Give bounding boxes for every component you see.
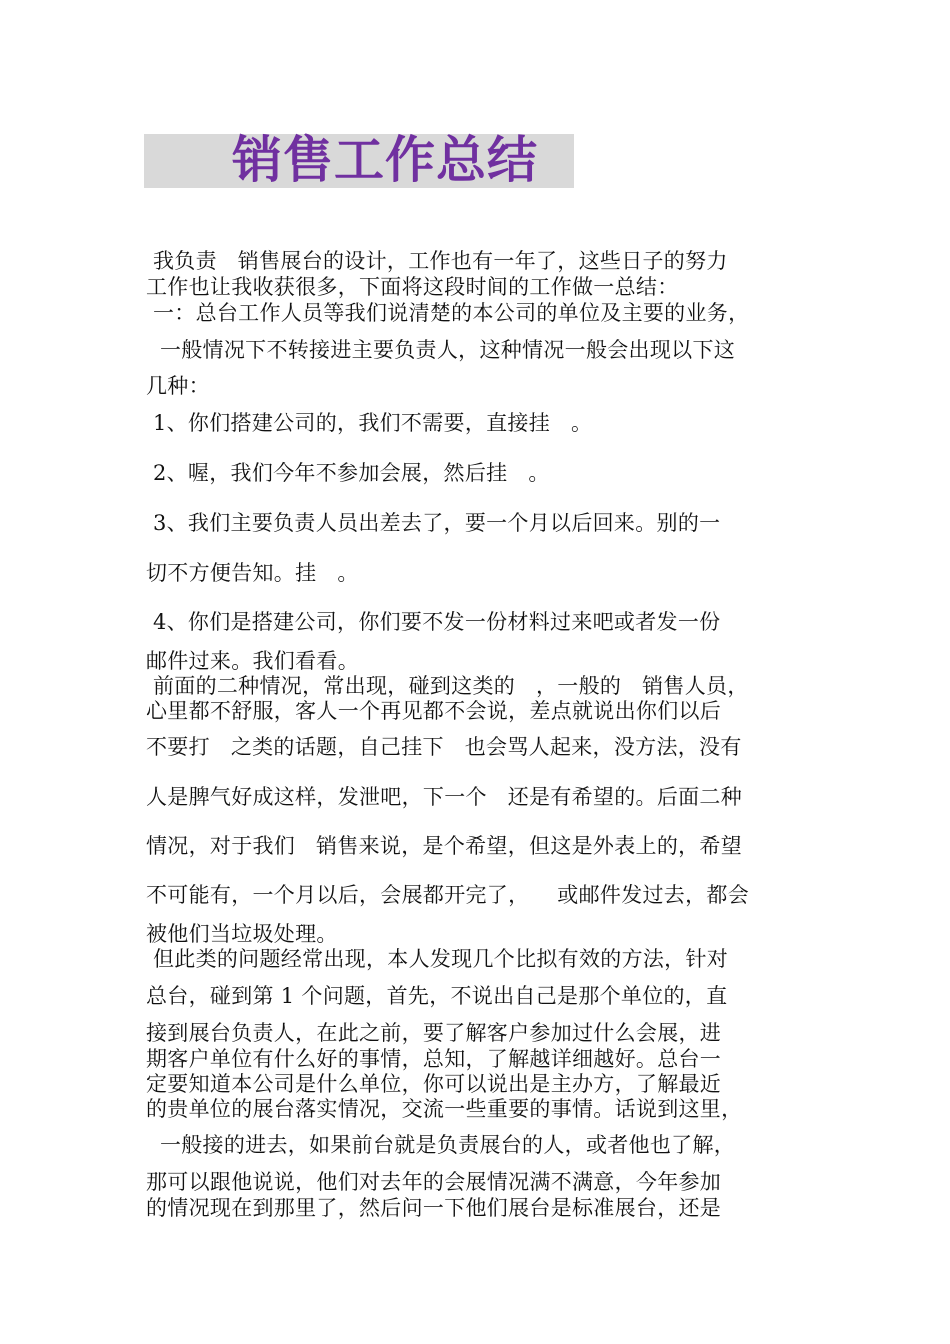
text-line: 工作也让我收获很多，下面将这段时间的工作做一总结： (146, 275, 679, 299)
text-line: 1、你们搭建公司的，我们不需要，直接挂 。 (146, 411, 593, 435)
text-line: 但此类的问题经常出现，本人发现几个比拟有效的方法，针对 (146, 947, 729, 971)
text-line: 几种： (146, 374, 210, 398)
text-line: 4、你们是搭建公司，你们要不发一份材料过来吧或者发一份 (146, 610, 721, 634)
text-line: 不要打 之类的话题，自己挂下 也会骂人起来，没方法，没有 (146, 735, 742, 759)
text-line: 邮件过来。我们看看。 (146, 649, 359, 673)
page-title: 销售工作总结 (232, 131, 538, 189)
text-line: 被他们当垃圾处理。 (146, 922, 338, 946)
text-line: 定要知道本公司是什么单位，你可以说出是主办方，了解最近 (146, 1072, 722, 1096)
text-line: 情况，对于我们 销售来说，是个希望，但这是外表上的，希望 (146, 834, 743, 858)
text-line: 那可以跟他说说，他们对去年的会展情况满不满意，今年参加 (146, 1170, 722, 1194)
text-line: 人是脾气好成这样，发泄吧，下一个 还是有希望的。后面二种 (146, 785, 743, 809)
text-line: 我负责 销售展台的设计，工作也有一年了，这些日子的努力 (146, 249, 728, 273)
text-line: 一般情况下不转接进主要负责人，这种情况一般会出现以下这 (146, 338, 736, 362)
text-line: 切不方便告知。挂 。 (146, 561, 359, 585)
text-line: 2、喔，我们今年不参加会展，然后挂 。 (146, 461, 550, 485)
text-line: 期客户单位有什么好的事情，总知，了解越详细越好。总台一 (146, 1047, 722, 1071)
text-line: 心里都不舒服，客人一个再见都不会说，差点就说出你们以后 (146, 699, 722, 723)
text-line: 一般接的进去，如果前台就是负责展台的人，或者他也了解， (146, 1133, 736, 1157)
text-line: 3、我们主要负责人员出差去了，要一个月以后回来。别的一 (146, 511, 721, 535)
text-line: 的情况现在到那里了，然后问一下他们展台是标准展台，还是 (146, 1196, 722, 1220)
text-line: 总台，碰到第 1 个问题，首先，不说出自己是那个单位的，直 (146, 984, 728, 1008)
text-line: 不可能有，一个月以后，会展都开完了， 或邮件发过去，都会 (146, 883, 749, 907)
text-line: 前面的二种情况，常出现，碰到这类的 ，一般的 销售人员， (146, 674, 749, 698)
text-line: 一：总台工作人员等我们说清楚的本公司的单位及主要的业务， (146, 301, 750, 325)
text-line: 接到展台负责人，在此之前，要了解客户参加过什么会展，进 (146, 1021, 722, 1045)
text-line: 的贵单位的展台落实情况，交流一些重要的事情。话说到这里， (146, 1097, 743, 1121)
